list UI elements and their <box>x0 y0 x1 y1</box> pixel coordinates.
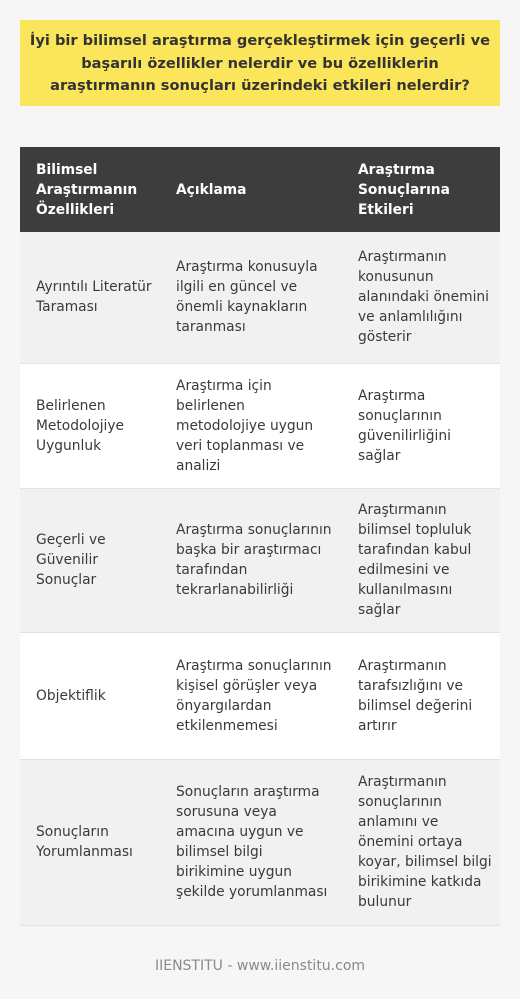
table-row <box>20 232 500 363</box>
effect-cell: Araştırmanın sonuçlarının anlamını ve önemini ortaya koyar, bilimsel bilgi birikimine katkıda bulunur <box>342 759 500 925</box>
question-text: İyi bir bilimsel araştırma gerçekleştirmek için geçerli ve başarılı özellikler nelerdir ve bu özelliklerin araştırmanın sonuçları üzerindeki etkileri nelerdir? <box>29 32 491 94</box>
feature-cell: Belirlenen Metodolojiye Uygunluk <box>20 363 160 488</box>
header-description: Açıklama <box>160 147 342 232</box>
effect-cell: Araştırmanın bilimsel topluluk tarafından kabul edilmesini ve kullanılmasını sağlar <box>342 488 500 632</box>
effect-cell: Araştırmanın konusunun alanındaki önemini ve anlamlılığını gösterir <box>342 232 500 363</box>
comparison-table <box>20 147 500 926</box>
description-cell: Araştırma konusuyla ilgili en güncel ve önemli kaynakların taranması <box>160 232 342 363</box>
header-features: Bilimsel Araştırmanın Özellikleri <box>20 147 160 232</box>
description-cell: Araştırma için belirlenen metodolojiye uygun veri toplanması ve analizi <box>160 363 342 488</box>
effect-cell: Araştırmanın tarafsızlığını ve bilimsel değerini artırır <box>342 632 500 759</box>
description-cell: Araştırma sonuçlarının başka bir araştırmacı tarafından tekrarlanabilirliği <box>160 488 342 632</box>
table-header-row <box>20 147 500 232</box>
question-banner <box>20 20 500 106</box>
header-effects: Araştırma Sonuçlarına Etkileri <box>342 147 500 232</box>
feature-cell: Objektiflik <box>20 632 160 759</box>
feature-cell: Sonuçların Yorumlanması <box>20 759 160 925</box>
table-row <box>20 363 500 488</box>
feature-cell: Ayrıntılı Literatür Taraması <box>20 232 160 363</box>
footer-credit: IIENSTITU - www.iienstitu.com <box>154 958 366 974</box>
table-row <box>20 488 500 632</box>
table-row <box>20 759 500 925</box>
description-cell: Araştırma sonuçlarının kişisel görüşler veya önyargılardan etkilenmemesi <box>160 632 342 759</box>
effect-cell: Araştırma sonuçlarının güvenilirliğini sağlar <box>342 363 500 488</box>
feature-cell: Geçerli ve Güvenilir Sonuçlar <box>20 488 160 632</box>
table-row <box>20 632 500 759</box>
description-cell: Sonuçların araştırma sorusuna veya amacına uygun ve bilimsel bilgi birikimine uygun şekilde yorumlanması <box>160 759 342 925</box>
